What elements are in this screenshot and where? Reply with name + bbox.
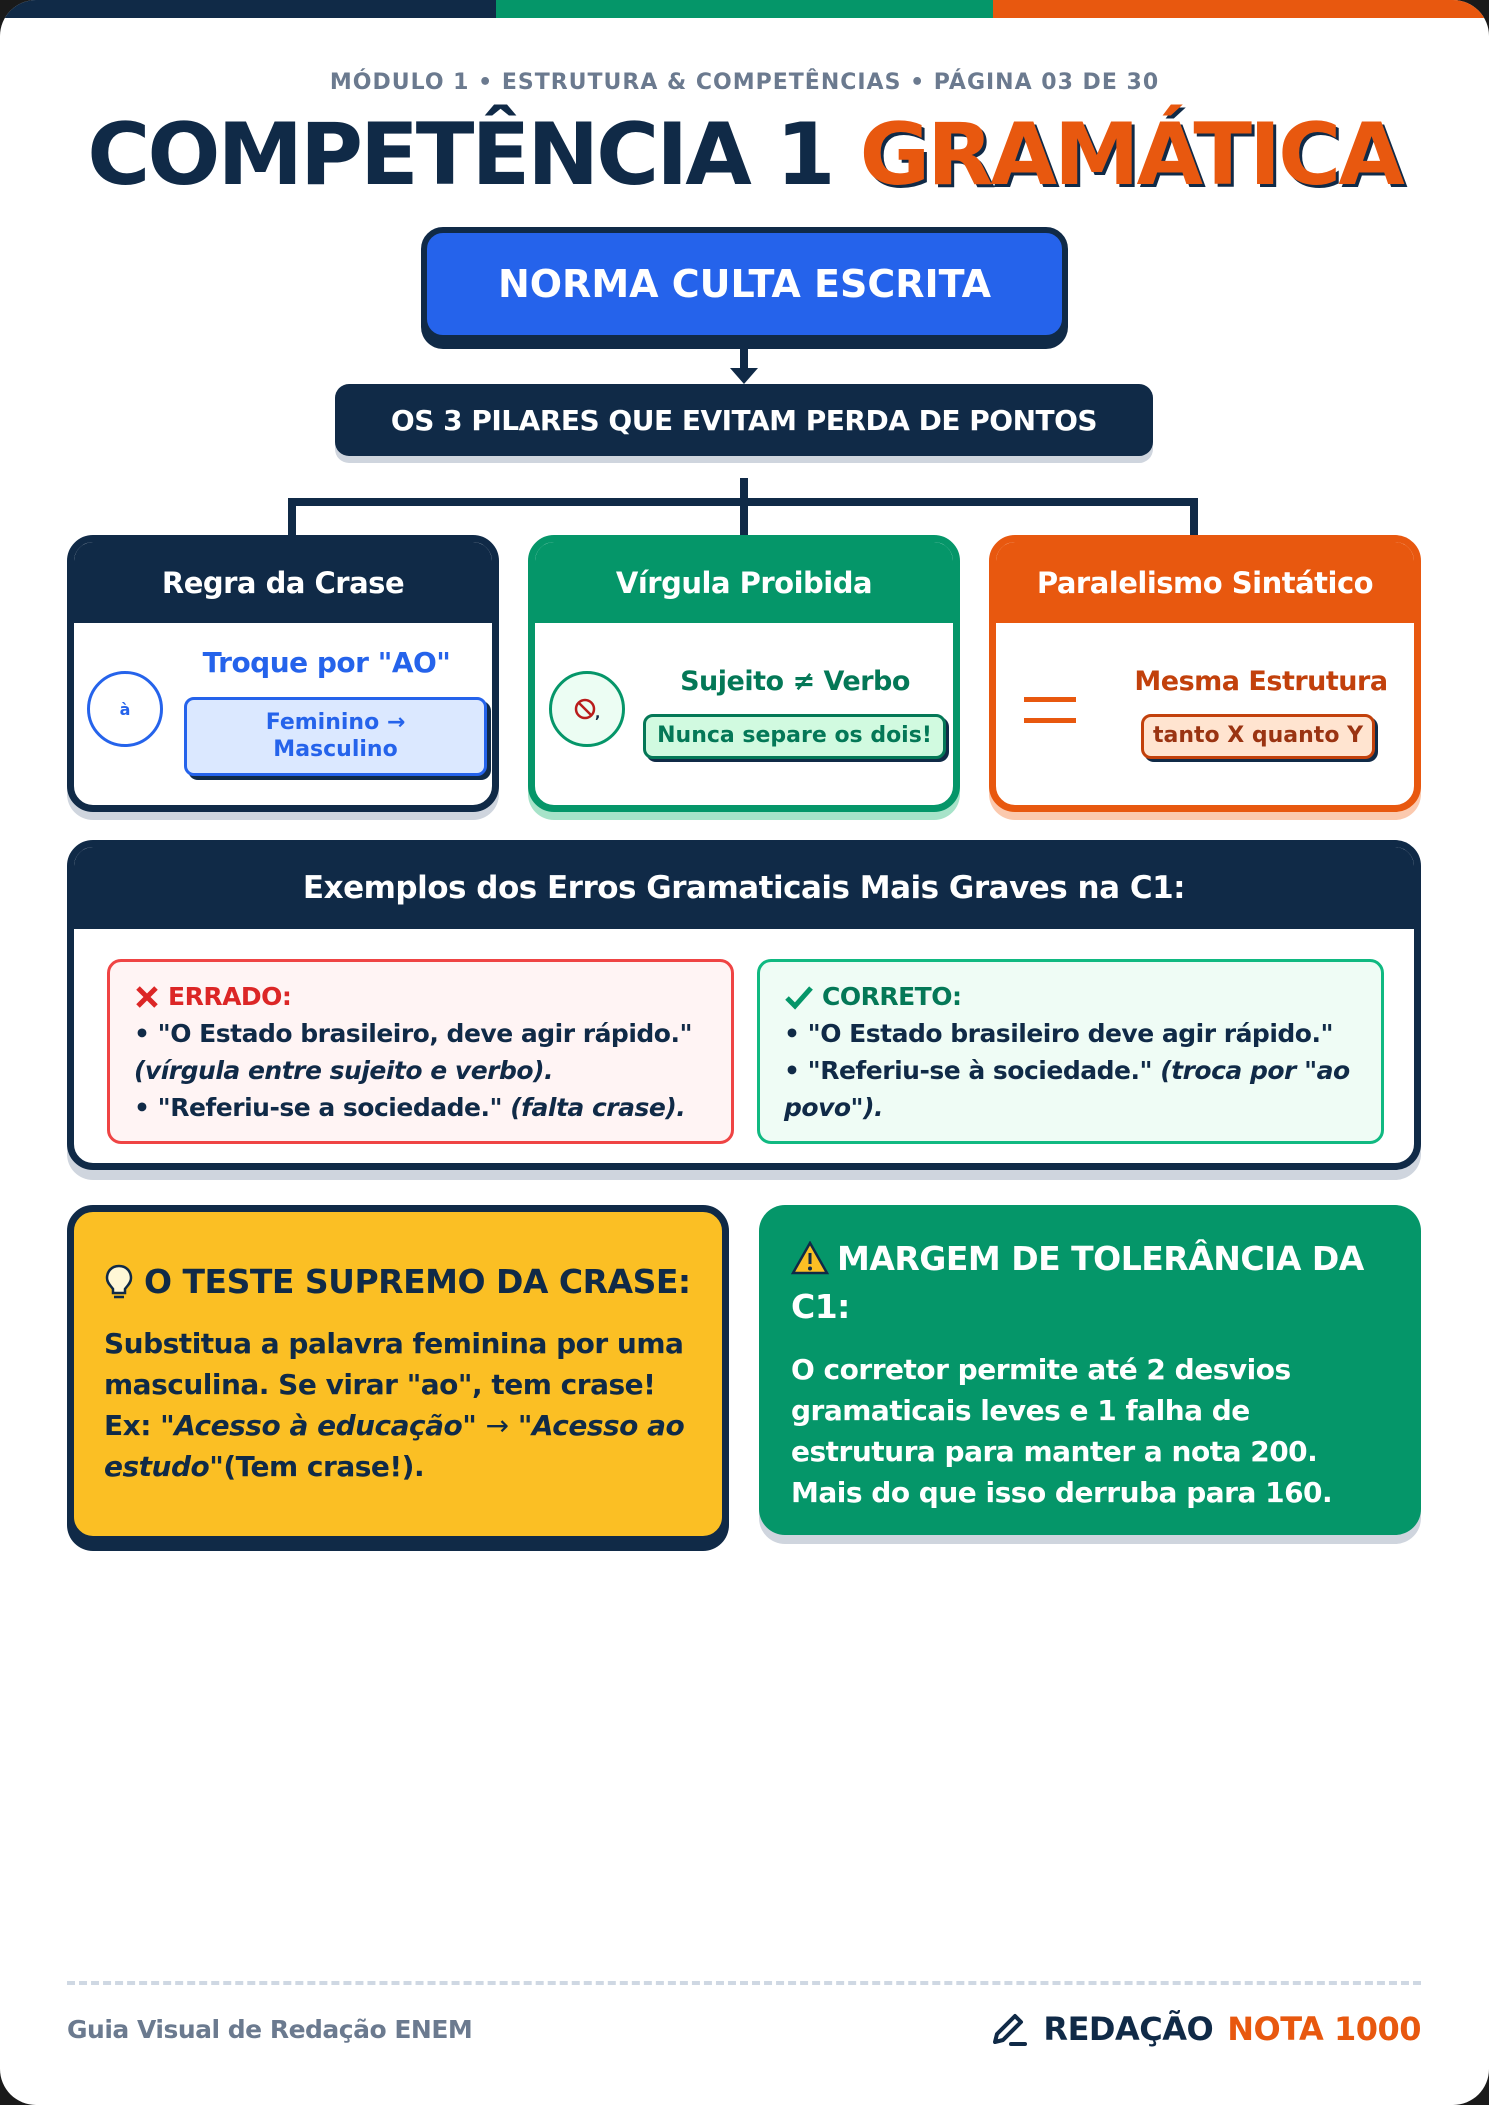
footer-brand bbox=[987, 2008, 1421, 2050]
correct-label: CORRETO: bbox=[822, 982, 962, 1011]
check-icon bbox=[784, 984, 814, 1010]
pillar-title: Paralelismo Sintático bbox=[996, 542, 1414, 623]
pillar-pill bbox=[184, 697, 487, 776]
correct-line-2-note: (troca por "ao povo"). bbox=[784, 1056, 1350, 1122]
tolerance-warning-box bbox=[759, 1205, 1421, 1535]
connector-left bbox=[288, 498, 296, 538]
arrow-down-icon bbox=[730, 368, 758, 384]
warning-body: O corretor permite até 2 desvios gramaticais leves e 1 falha de estrutura para manter a nota 200. Mais do que isso derruba para 160. bbox=[791, 1353, 1333, 1509]
wrong-line-2: • "Referiu-se a sociedade." bbox=[134, 1093, 502, 1122]
crase-tip-box bbox=[67, 1205, 729, 1543]
pillar-main-text: Mesma Estrutura bbox=[1134, 666, 1388, 697]
norma-culta-box: NORMA CULTA ESCRITA bbox=[421, 227, 1068, 341]
examples-title: Exemplos dos Erros Gramaticais Mais Graves na C1: bbox=[74, 847, 1414, 929]
connector-stem bbox=[740, 478, 748, 538]
tip-heading bbox=[104, 1262, 692, 1301]
examples-panel bbox=[67, 840, 1421, 1170]
tip-example-2: "Acesso ao estudo" bbox=[104, 1409, 685, 1483]
pillar-card-crase bbox=[67, 535, 499, 812]
wrong-label: ERRADO: bbox=[168, 982, 292, 1011]
footer-brand-main: REDAÇÃO bbox=[1043, 2010, 1214, 2048]
correct-line-1: • "O Estado brasileiro deve agir rápido." bbox=[784, 1019, 1333, 1048]
pillar-title: Regra da Crase bbox=[74, 542, 492, 623]
tip-tail: (Tem crase!). bbox=[223, 1450, 425, 1483]
tip-example-1: "Acesso à educação" bbox=[160, 1409, 477, 1442]
pillar-pill: Nunca separe os dois! bbox=[643, 714, 946, 759]
tip-body bbox=[104, 1323, 692, 1487]
crase-circle-icon bbox=[87, 671, 163, 747]
wrong-line-2-note: (falta crase). bbox=[510, 1093, 686, 1122]
top-color-bar bbox=[0, 0, 1489, 18]
svg-text:,: , bbox=[595, 706, 601, 722]
cross-icon bbox=[134, 984, 160, 1010]
lightbulb-icon bbox=[104, 1263, 134, 1301]
warning-heading bbox=[791, 1235, 1389, 1331]
pillar-card-virgula bbox=[528, 535, 960, 812]
page-subtitle: MÓDULO 1 • ESTRUTURA & COMPETÊNCIAS • PÁGINA 03 DE 30 bbox=[329, 70, 1160, 95]
footer-brand-accent: NOTA 1000 bbox=[1227, 2010, 1421, 2048]
wrong-label-row bbox=[134, 978, 707, 1015]
pillar-pill: tanto X quanto Y bbox=[1141, 714, 1375, 759]
wrong-example-box bbox=[107, 959, 734, 1144]
connector-horizontal bbox=[288, 498, 1198, 506]
correct-label-row bbox=[784, 978, 1357, 1015]
wrong-line-1-note: (vírgula entre sujeito e verbo). bbox=[134, 1056, 553, 1085]
footer-divider bbox=[67, 1981, 1421, 1985]
page-title bbox=[0, 105, 1489, 205]
equals-icon bbox=[1024, 697, 1076, 723]
warning-title: MARGEM DE TOLERÂNCIA DA C1: bbox=[791, 1239, 1364, 1326]
pen-icon bbox=[987, 2008, 1029, 2050]
no-comma-icon bbox=[549, 671, 625, 747]
correct-line-2: • "Referiu-se à sociedade." bbox=[784, 1056, 1152, 1085]
pill-line-1: Feminino → bbox=[265, 710, 406, 736]
pillar-title: Vírgula Proibida bbox=[535, 542, 953, 623]
title-accent: GRAMÁTICA bbox=[859, 105, 1402, 205]
pillar-card-paralelismo bbox=[989, 535, 1421, 812]
connector-right bbox=[1190, 498, 1198, 538]
title-main: COMPETÊNCIA 1 bbox=[87, 105, 833, 205]
pillar-main-text: Sujeito ≠ Verbo bbox=[680, 666, 910, 697]
tip-text: Substitua a palavra feminina por uma masculina. Se virar "ao", tem crase! Ex: bbox=[104, 1327, 684, 1442]
correct-example-box bbox=[757, 959, 1384, 1144]
pilares-banner: OS 3 PILARES QUE EVITAM PERDA DE PONTOS bbox=[335, 384, 1153, 456]
tip-arrow: → bbox=[485, 1409, 509, 1442]
tip-title: O TESTE SUPREMO DA CRASE: bbox=[144, 1262, 691, 1301]
warning-icon bbox=[791, 1241, 829, 1275]
footer-guide-label: Guia Visual de Redação ENEM bbox=[67, 2015, 473, 2044]
wrong-line-1: • "O Estado brasileiro, deve agir rápido." bbox=[134, 1019, 692, 1048]
crase-icon-text: à bbox=[119, 699, 131, 719]
pillar-main-text: Troque por "AO" bbox=[202, 646, 451, 679]
pill-line-2: Masculino bbox=[273, 736, 398, 762]
